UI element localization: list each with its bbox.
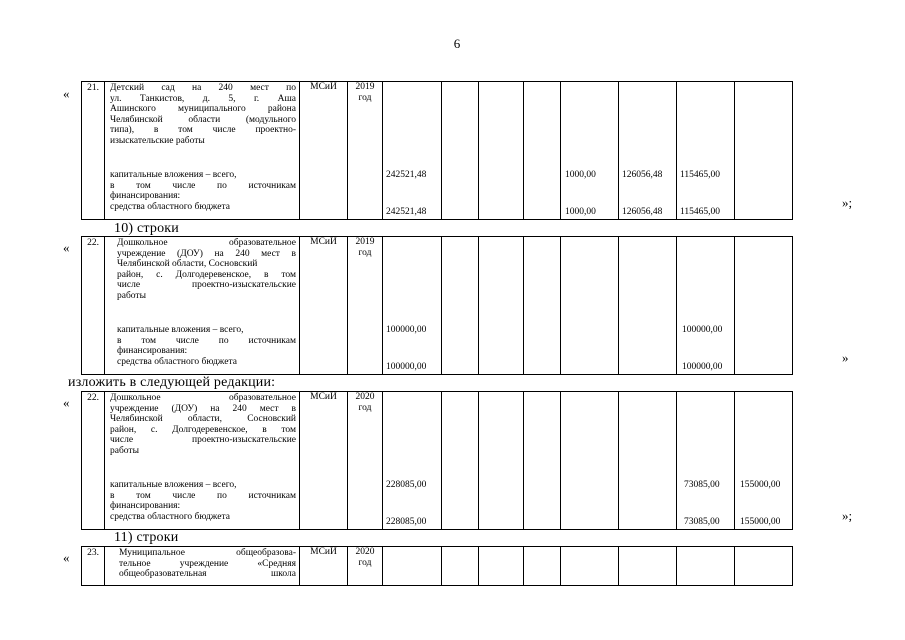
close-quote: »; xyxy=(842,508,853,523)
row-number: 21. xyxy=(82,82,105,220)
object-name: Дошкольное образовательное учреждение (ДОУ) на 240 мест в Челябинской области, Сосновский район, с. Долгодеревенское, в том числе проектно-изыскательские работы xyxy=(110,393,296,456)
executor: МСиИ xyxy=(300,82,348,220)
open-quote: « xyxy=(63,86,70,101)
empty-cell xyxy=(677,547,735,586)
col10-cell: 155000,00 155000,00 xyxy=(735,392,793,530)
empty-cell xyxy=(524,392,561,530)
object-name-cell xyxy=(105,82,300,220)
year-cell: 2019 год xyxy=(348,237,383,375)
table-block-row-22-old xyxy=(81,236,793,375)
object-name: Дошкольное образовательное учреждение (ДОУ) на 240 мест в Челябинской области, Сосновский район, с. Долгодеревенское, в том числе проектно-изыскательские работы xyxy=(117,238,296,301)
total-cell: 242521,48 242521,48 xyxy=(383,82,442,220)
page-number: 6 xyxy=(453,36,461,51)
table-block-row-22-new xyxy=(81,391,793,530)
table-block-row-21 xyxy=(81,81,793,220)
financing-text: капитальные вложения – всего, в том числе по источникам финансирования: средства областного бюджета xyxy=(110,170,296,212)
empty-cell xyxy=(524,547,561,586)
col7-cell: 1000,00 1000,00 xyxy=(561,82,619,220)
executor: МСиИ xyxy=(300,237,348,375)
heading-10-rows: 10) строки xyxy=(114,221,179,236)
executor: МСиИ xyxy=(300,392,348,530)
empty-cell xyxy=(619,547,677,586)
table-block-row-23 xyxy=(81,546,793,586)
empty-cell xyxy=(524,82,561,220)
open-quote: « xyxy=(63,395,70,410)
heading-edit: изложить в следующей редакции: xyxy=(68,375,276,390)
empty-cell xyxy=(479,237,524,375)
empty-cell xyxy=(524,237,561,375)
col9-cell: 115465,00 115465,00 xyxy=(677,82,735,220)
object-name: Детский сад на 240 мест по ул. Танкистов, д. 5, г. Аша Ашинского муниципального района Челябинской области (модульного типа), в том числе проектно- изыскательские работы xyxy=(110,83,296,146)
financing-text: капитальные вложения – всего, в том числе по источникам финансирования: средства областного бюджета xyxy=(110,480,296,522)
col8-cell: 126056,48 126056,48 xyxy=(619,82,677,220)
empty-cell xyxy=(442,547,479,586)
col8-cell xyxy=(619,392,677,530)
total-cell: 100000,00 100000,00 xyxy=(383,237,442,375)
empty-cell xyxy=(479,82,524,220)
year-cell: 2020 год xyxy=(348,547,383,586)
row-number: 22. xyxy=(82,237,105,375)
empty-cell xyxy=(561,547,619,586)
object-name-cell xyxy=(105,392,300,530)
object-name: Муниципальное общеобразова- тельное учреждение «Средняя общеобразовательная школа xyxy=(119,548,296,579)
executor: МСиИ xyxy=(300,547,348,586)
col7-cell xyxy=(561,237,619,375)
col8-cell xyxy=(619,237,677,375)
col10-cell xyxy=(735,237,793,375)
empty-cell xyxy=(735,547,793,586)
year-cell: 2019 год xyxy=(348,82,383,220)
col7-cell xyxy=(561,392,619,530)
row-number: 22. xyxy=(82,392,105,530)
open-quote: « xyxy=(63,240,70,255)
empty-cell xyxy=(442,82,479,220)
object-name-cell xyxy=(105,547,300,586)
empty-cell xyxy=(479,392,524,530)
financing-text: капитальные вложения – всего, в том числе по источникам финансирования: средства областного бюджета xyxy=(117,325,296,367)
col10-cell xyxy=(735,82,793,220)
empty-cell xyxy=(442,392,479,530)
row-number: 23. xyxy=(82,547,105,586)
open-quote: « xyxy=(63,550,70,565)
col9-cell: 100000,00 100000,00 xyxy=(677,237,735,375)
empty-cell xyxy=(442,237,479,375)
heading-11-rows: 11) строки xyxy=(114,530,179,545)
year-cell: 2020 год xyxy=(348,392,383,530)
empty-cell xyxy=(383,547,442,586)
col9-cell: 73085,00 73085,00 xyxy=(677,392,735,530)
close-quote: » xyxy=(842,350,849,365)
close-quote: »; xyxy=(842,195,853,210)
object-name-cell xyxy=(105,237,300,375)
empty-cell xyxy=(479,547,524,586)
total-cell: 228085,00 228085,00 xyxy=(383,392,442,530)
